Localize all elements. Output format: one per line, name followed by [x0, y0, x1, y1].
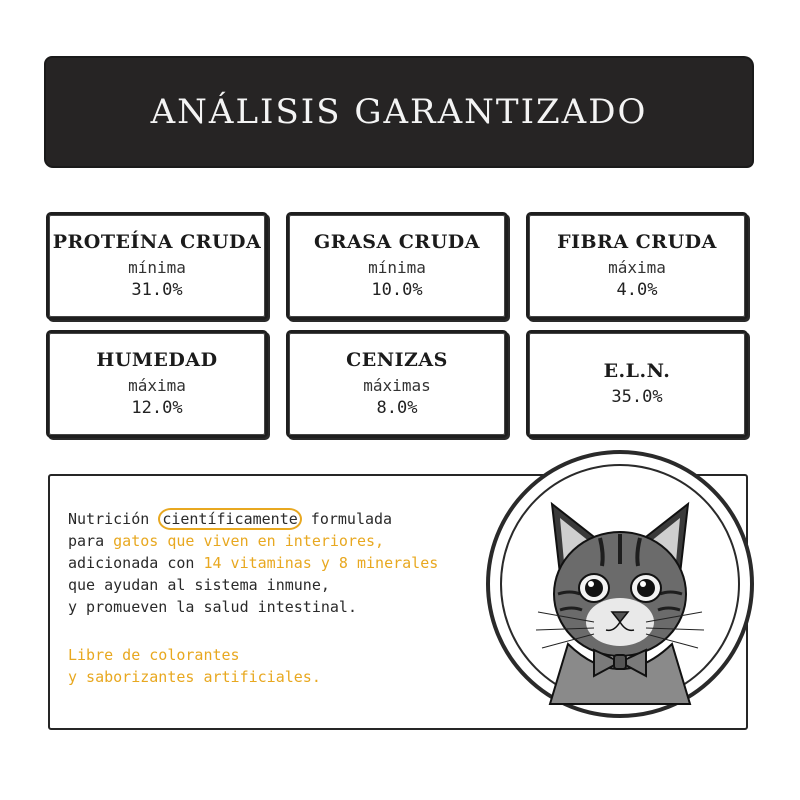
cat-icon: [490, 454, 750, 714]
nutrient-name: CENIZAS: [346, 348, 448, 371]
highlight-text: 14 vitaminas y 8 minerales: [203, 554, 439, 572]
nutrient-name: HUMEDAD: [96, 348, 218, 371]
nutrient-card-fiber: [526, 212, 748, 320]
nutrient-value: 4.0%: [616, 279, 658, 300]
circled-word: científicamente: [158, 508, 301, 530]
nutrient-value: 31.0%: [131, 279, 183, 300]
nutrient-qualifier: mínima: [368, 257, 426, 277]
nutrient-qualifier: máxima: [128, 375, 186, 395]
nutrient-value: 35.0%: [611, 386, 663, 407]
claim-line: Libre de colorantes: [68, 646, 240, 664]
description-line: [68, 530, 488, 552]
nutrient-card-protein: [46, 212, 268, 320]
description-line: que ayudan al sistema inmune,: [68, 576, 330, 594]
nutrient-card-moisture: [46, 330, 268, 438]
nutrient-value: 12.0%: [131, 397, 183, 418]
nutrient-name: GRASA CRUDA: [313, 230, 481, 253]
nutrient-card-eln: [526, 330, 748, 438]
nutrient-qualifier: máxima: [608, 257, 666, 277]
nutrient-qualifier: máximas: [363, 375, 431, 395]
nutrient-name: PROTEÍNA CRUDA: [52, 230, 262, 253]
title-banner: [46, 58, 752, 166]
page-title: ANÁLISIS GARANTIZADO: [150, 92, 648, 132]
nutrient-value: 8.0%: [376, 397, 418, 418]
nutrient-name: E.L.N.: [603, 359, 671, 382]
nutrient-qualifier: mínima: [128, 257, 186, 277]
description-line: [68, 552, 488, 574]
highlight-text: gatos que viven en interiores,: [113, 532, 385, 550]
claim-line: y saborizantes artificiales.: [68, 668, 321, 686]
text-span: formulada: [301, 510, 393, 528]
description-line: [68, 508, 488, 530]
nutrient-value: 10.0%: [371, 279, 423, 300]
nutrient-card-ash: [286, 330, 508, 438]
description-text: [68, 508, 488, 688]
text-span: adicionada con: [68, 554, 204, 572]
cat-illustration-medallion: [486, 450, 754, 718]
text-span: para: [68, 532, 114, 550]
text-span: Nutrición: [68, 510, 159, 528]
nutrient-name: FIBRA CRUDA: [557, 230, 717, 253]
nutrient-card-fat: [286, 212, 508, 320]
description-line: y promueven la salud intestinal.: [68, 598, 357, 616]
